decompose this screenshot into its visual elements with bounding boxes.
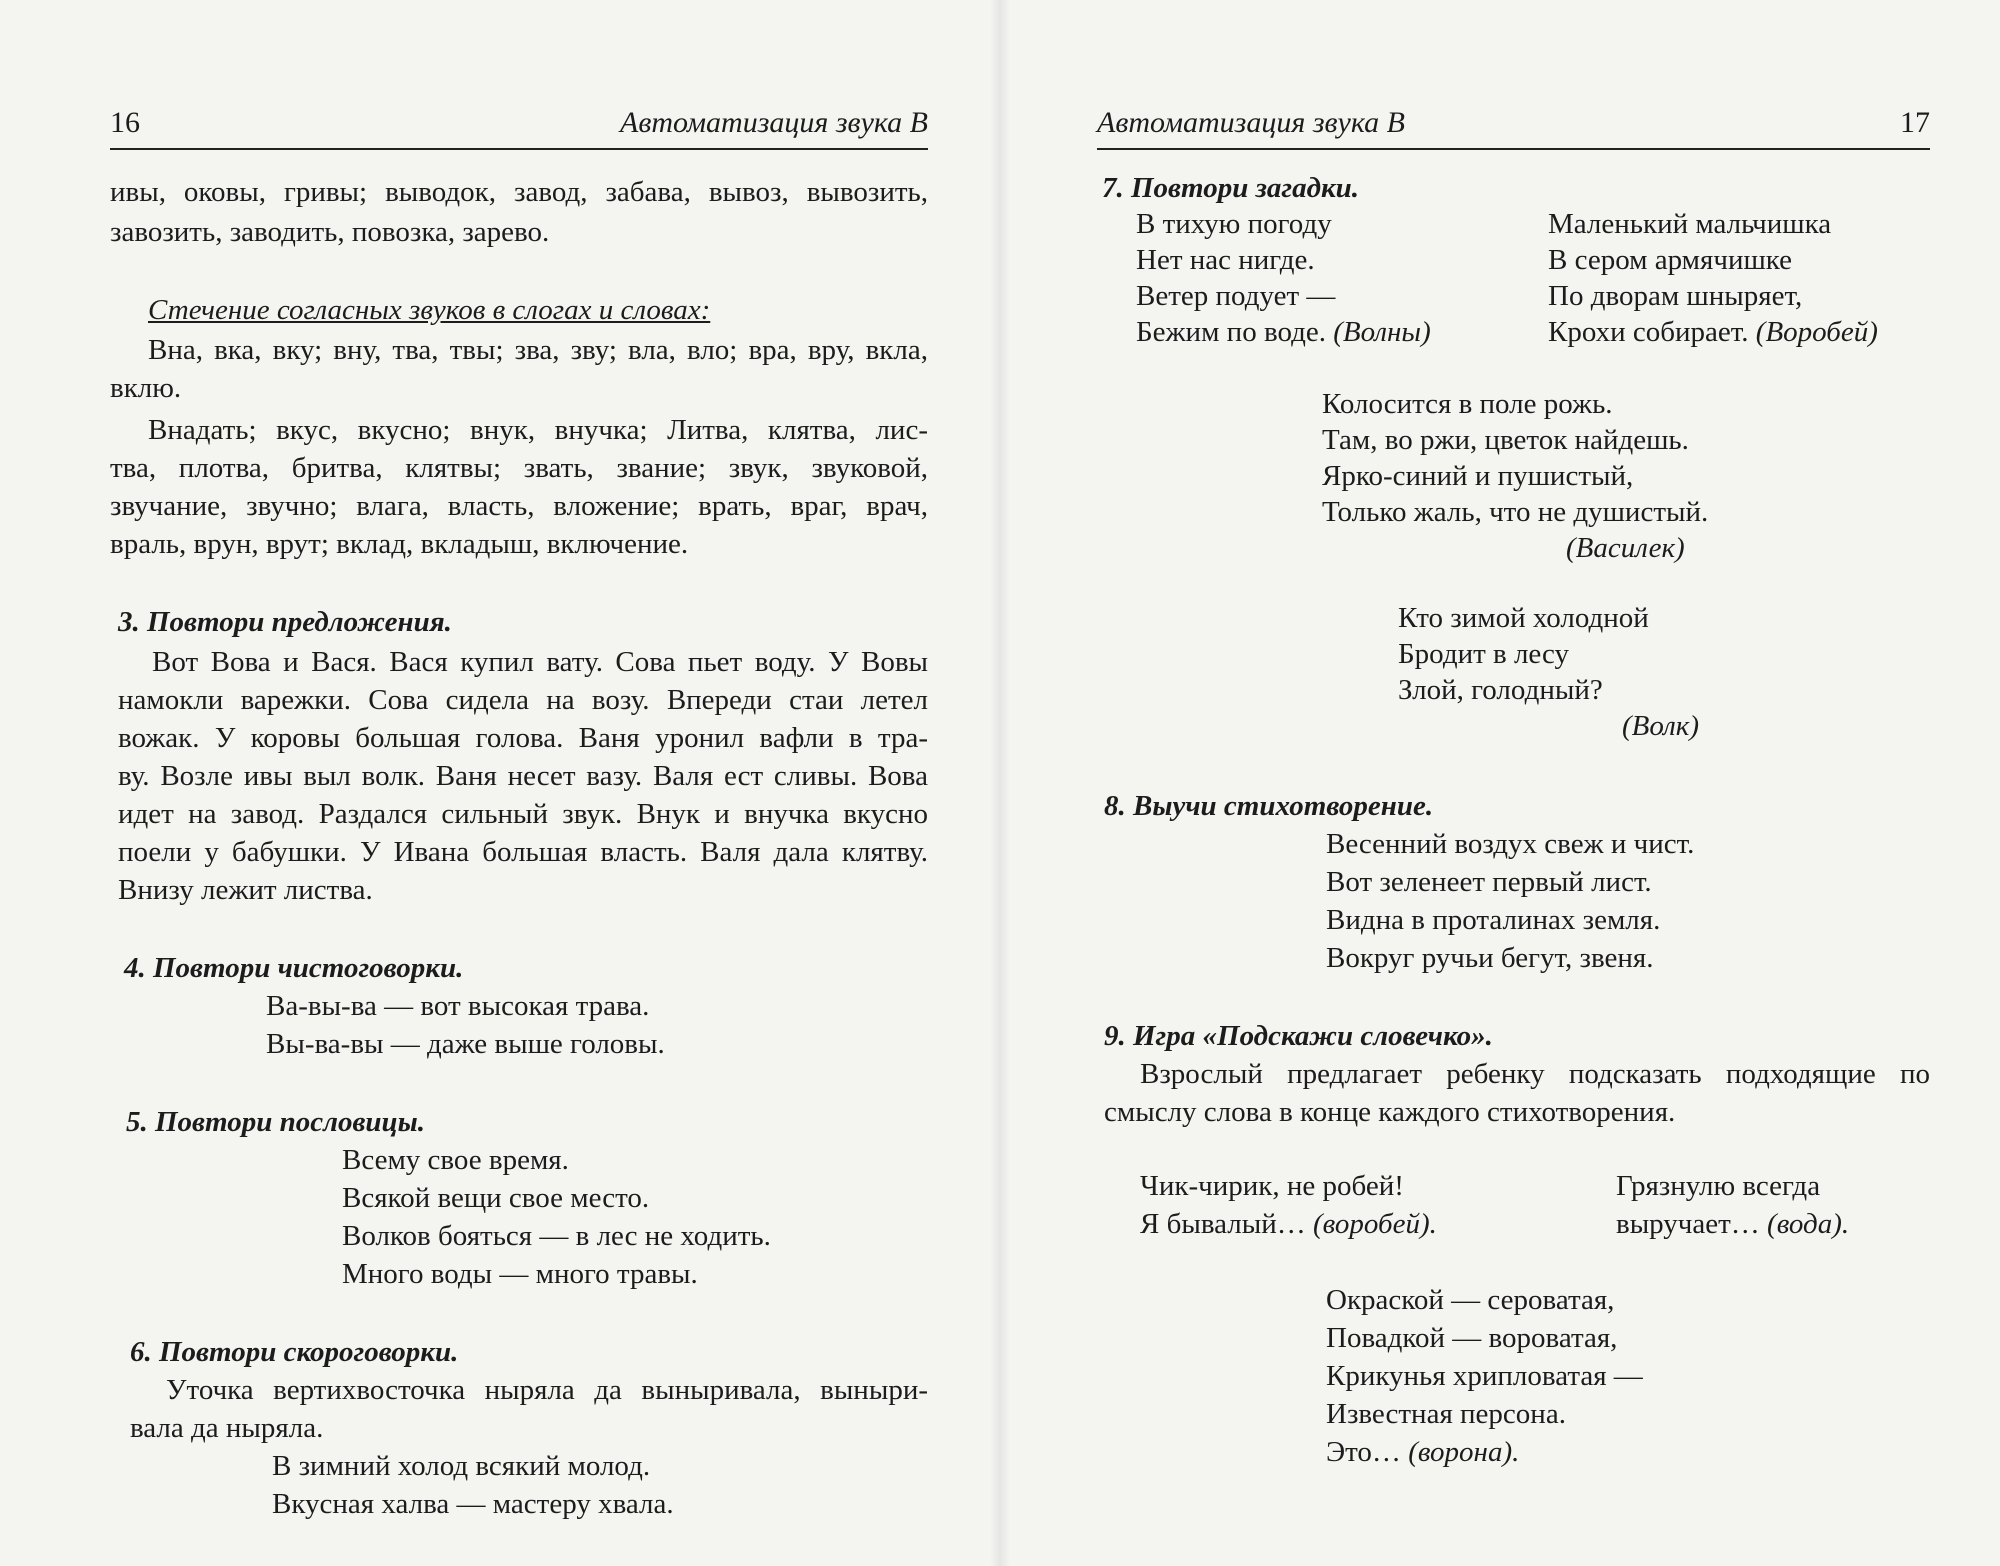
riddle-line: По дворам шныряет, xyxy=(1548,280,1803,312)
poem-line: Крикунья хрипловатая — xyxy=(1326,1360,1643,1392)
text-line: вала да ныряла. xyxy=(130,1412,324,1444)
section-heading-7: 7. Повтори загадки. xyxy=(1102,172,1360,204)
riddle-line: Нет нас нигде. xyxy=(1136,244,1315,276)
poem-line xyxy=(1616,1206,1849,1242)
poem-line xyxy=(1326,1434,1519,1470)
poem-line: Окраской — сероватая, xyxy=(1326,1284,1615,1316)
riddle-line: Только жаль, что не душистый. xyxy=(1322,496,1709,528)
poem-line: Чик-чирик, не робей! xyxy=(1140,1170,1404,1202)
text-line: Ва-вы-ва — вот высокая трава. xyxy=(266,990,650,1022)
poem-line: Вокруг ручьи бегут, звеня. xyxy=(1326,942,1654,974)
text-line: вожак. У коровы большая голова. Ваня уронил вафли в тра- xyxy=(118,722,928,754)
text-line: Всякой вещи свое место. xyxy=(342,1182,650,1214)
riddle-text: Бежим по воде. xyxy=(1136,316,1326,348)
riddle-line: Маленький мальчишка xyxy=(1548,208,1832,240)
running-title: Автоматизация звука В xyxy=(1097,106,1405,139)
poem-line: Грязнулю всегда xyxy=(1616,1170,1821,1202)
poem-text: Я бывалый… xyxy=(1140,1208,1306,1240)
poem-line: Известная персона. xyxy=(1326,1398,1566,1430)
text-line: Уточка вертихвосточка ныряла да выныривала, выныри- xyxy=(166,1374,928,1406)
riddle-line: В сером армячишке xyxy=(1548,244,1793,276)
text-line: Всему свое время. xyxy=(342,1144,569,1176)
text-line: враль, врун, врут; вклад, вкладыш, включение. xyxy=(110,528,689,560)
riddle-line xyxy=(1548,314,1878,350)
poem-answer: (воробей). xyxy=(1313,1208,1437,1240)
text-line: Вна, вка, вку; вну, тва, твы; зва, зву; вла, вло; вра, вру, вкла, xyxy=(148,334,928,366)
text-line: Вот Вова и Вася. Вася купил вату. Сова пьет воду. У Вовы xyxy=(152,646,928,678)
section-heading-3: 3. Повтори предложения. xyxy=(118,606,452,638)
poem-line: Весенний воздух свеж и чист. xyxy=(1326,828,1695,860)
text-line: смыслу слова в конце каждого стихотворения. xyxy=(1104,1096,1676,1128)
poem-text: Это… xyxy=(1326,1436,1401,1468)
riddle-line: Ярко-синий и пушистый, xyxy=(1322,460,1634,492)
riddle-line xyxy=(1136,314,1431,350)
text-line: Вы-ва-вы — даже выше головы. xyxy=(266,1028,665,1060)
poem-text: выручает… xyxy=(1616,1208,1760,1240)
poem-line: Видна в проталинах земля. xyxy=(1326,904,1661,936)
text-line: поели у бабушки. У Ивана большая власть. Валя дала клятву. xyxy=(118,836,928,868)
text-line: Взрослый предлагает ребенку подсказать подходящие по xyxy=(1140,1058,1930,1090)
riddle-line: Колосится в поле рожь. xyxy=(1322,388,1613,420)
riddle-line: В тихую погоду xyxy=(1136,208,1332,240)
riddle-answer: (Волк) xyxy=(1622,710,1700,742)
text-line: тва, плотва, бритва, клятвы; звать, звание; звук, звуковой, xyxy=(110,452,928,484)
text-line: В зимний холод всякий молод. xyxy=(272,1450,651,1482)
text-line: ивы, оковы, гривы; выводок, завод, забава, вывоз, вывозить, xyxy=(110,176,928,208)
poem-line xyxy=(1140,1206,1437,1242)
text-line: Много воды — много травы. xyxy=(342,1258,698,1290)
section-heading-4: 4. Повтори чистоговорки. xyxy=(124,952,464,984)
text-line: идет на завод. Раздался сильный звук. Внук и внучка вкусно xyxy=(118,798,928,830)
right-page-header xyxy=(1097,100,1930,150)
page-number: 17 xyxy=(1900,106,1930,139)
text-line: Волков бояться — в лес не ходить. xyxy=(342,1220,771,1252)
page-number: 16 xyxy=(110,106,140,139)
poem-line: Вот зеленеет первый лист. xyxy=(1326,866,1652,898)
subsection-title: Стечение согласных звуков в слогах и словах: xyxy=(148,294,711,326)
text-line: завозить, заводить, повозка, зарево. xyxy=(110,216,550,248)
poem-answer: (вода). xyxy=(1767,1208,1850,1240)
left-page-header xyxy=(110,100,928,150)
running-title: Автоматизация звука В xyxy=(620,106,928,139)
text-line: Внадать; вкус, вкусно; внук, внучка; Литва, клятва, лис- xyxy=(148,414,928,446)
text-line: Вкусная халва — мастеру хвала. xyxy=(272,1488,674,1520)
riddle-text: Крохи собирает. xyxy=(1548,316,1749,348)
text-line: вклю. xyxy=(110,372,182,404)
section-heading-6: 6. Повтори скороговорки. xyxy=(130,1336,459,1368)
riddle-line: Злой, голодный? xyxy=(1398,674,1603,706)
section-heading-9: 9. Игра «Подскажи словечко». xyxy=(1104,1020,1493,1052)
section-heading-5: 5. Повтори пословицы. xyxy=(126,1106,426,1138)
riddle-answer: (Воробей) xyxy=(1755,316,1878,348)
riddle-line: Кто зимой холодной xyxy=(1398,602,1649,634)
right-page xyxy=(1000,0,2000,1566)
text-line: ву. Возле ивы выл волк. Ваня несет вазу. Валя ест сливы. Вова xyxy=(118,760,928,792)
riddle-line: Ветер подует — xyxy=(1136,280,1336,312)
riddle-answer: (Волны) xyxy=(1333,316,1431,348)
section-heading-8: 8. Выучи стихотворение. xyxy=(1104,790,1434,822)
text-line: звучание, звучно; влага, власть, вложение; врать, враг, врач, xyxy=(110,490,928,522)
text-line: намокли варежки. Сова сидела на возу. Впереди стаи летел xyxy=(118,684,928,716)
riddle-answer: (Василек) xyxy=(1566,532,1685,564)
riddle-line: Бродит в лесу xyxy=(1398,638,1570,670)
poem-answer: (ворона). xyxy=(1408,1436,1520,1468)
riddle-line: Там, во ржи, цветок найдешь. xyxy=(1322,424,1689,456)
text-line: Внизу лежит листва. xyxy=(118,874,373,906)
poem-line: Повадкой — вороватая, xyxy=(1326,1322,1618,1354)
